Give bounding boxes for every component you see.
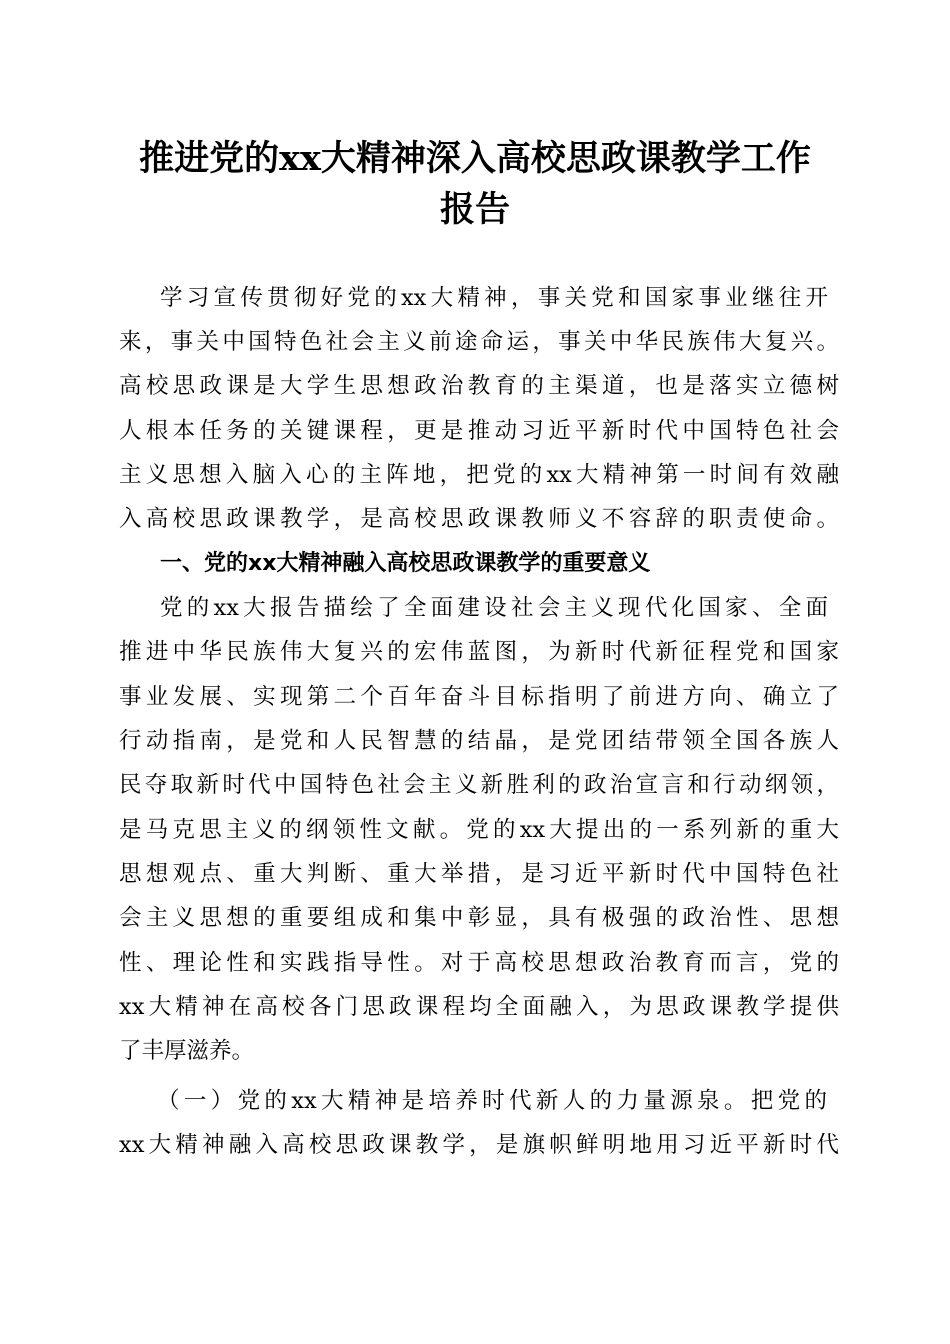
paragraph-1-line-5: 主义思想入脑入心的主阵地，把党的xx大精神第一时间有效融 bbox=[119, 462, 839, 488]
paragraph-2-line-8: 会主义思想的重要组成和集中彰显，具有极强的政治性、思想 bbox=[119, 905, 839, 931]
paragraph-1-line-3: 高校思政课是大学生思想政治教育的主渠道，也是落实立德树 bbox=[119, 373, 839, 399]
paragraph-2-line-6: 是马克思主义的纲领性文献。党的xx大提出的一系列新的重大 bbox=[119, 817, 839, 843]
paragraph-1-line-6: 入高校思政课教学，是高校思政课教师义不容辞的职责使命。 bbox=[119, 506, 839, 532]
paragraph-2-line-4: 行动指南，是党和人民智慧的结晶，是党团结带领全国各族人 bbox=[119, 728, 839, 754]
paragraph-2-line-10: xx大精神在高校各门思政课程均全面融入，为思政课教学提供 bbox=[119, 994, 839, 1020]
paragraph-1-line-2: 来，事关中国特色社会主义前途命运，事关中华民族伟大复兴。 bbox=[119, 329, 839, 355]
paragraph-2-line-1: 党的xx大报告描绘了全面建设社会主义现代化国家、全面 bbox=[160, 595, 828, 621]
paragraph-1-line-1: 学习宣传贯彻好党的xx大精神，事关党和国家事业继往开 bbox=[160, 285, 828, 311]
document-title-line-2: 报告 bbox=[439, 189, 510, 230]
paragraph-1-line-4: 人根本任务的关键课程，更是推动习近平新时代中国特色社会 bbox=[119, 418, 839, 444]
paragraph-2-line-2: 推进中华民族伟大复兴的宏伟蓝图，为新时代新征程党和国家 bbox=[119, 639, 839, 665]
paragraph-2-line-3: 事业发展、实现第二个百年奋斗目标指明了前进方向、确立了 bbox=[119, 684, 839, 710]
paragraph-2-line-7: 思想观点、重大判断、重大举措，是习近平新时代中国特色社 bbox=[119, 861, 839, 887]
subsection-1-line-1: （一）党的xx大精神是培养时代新人的力量源泉。把党的 bbox=[157, 1088, 827, 1114]
paragraph-2-line-9: 性、理论性和实践指导性。对于高校思想政治教育而言，党的 bbox=[119, 950, 839, 976]
paragraph-2-line-11: 了丰厚滋养。 bbox=[119, 1038, 255, 1064]
section-heading-1: 一、党的xx大精神融入高校思政课教学的重要意义 bbox=[160, 551, 651, 576]
subsection-1-line-2: xx大精神融入高校思政课教学，是旗帜鲜明地用习近平新时代 bbox=[119, 1132, 839, 1158]
paragraph-2-line-5: 民夺取新时代中国特色社会主义新胜利的政治宣言和行动纲领， bbox=[119, 772, 839, 798]
document-title-line-1: 推进党的xx大精神深入高校思政课教学工作 bbox=[139, 138, 811, 179]
